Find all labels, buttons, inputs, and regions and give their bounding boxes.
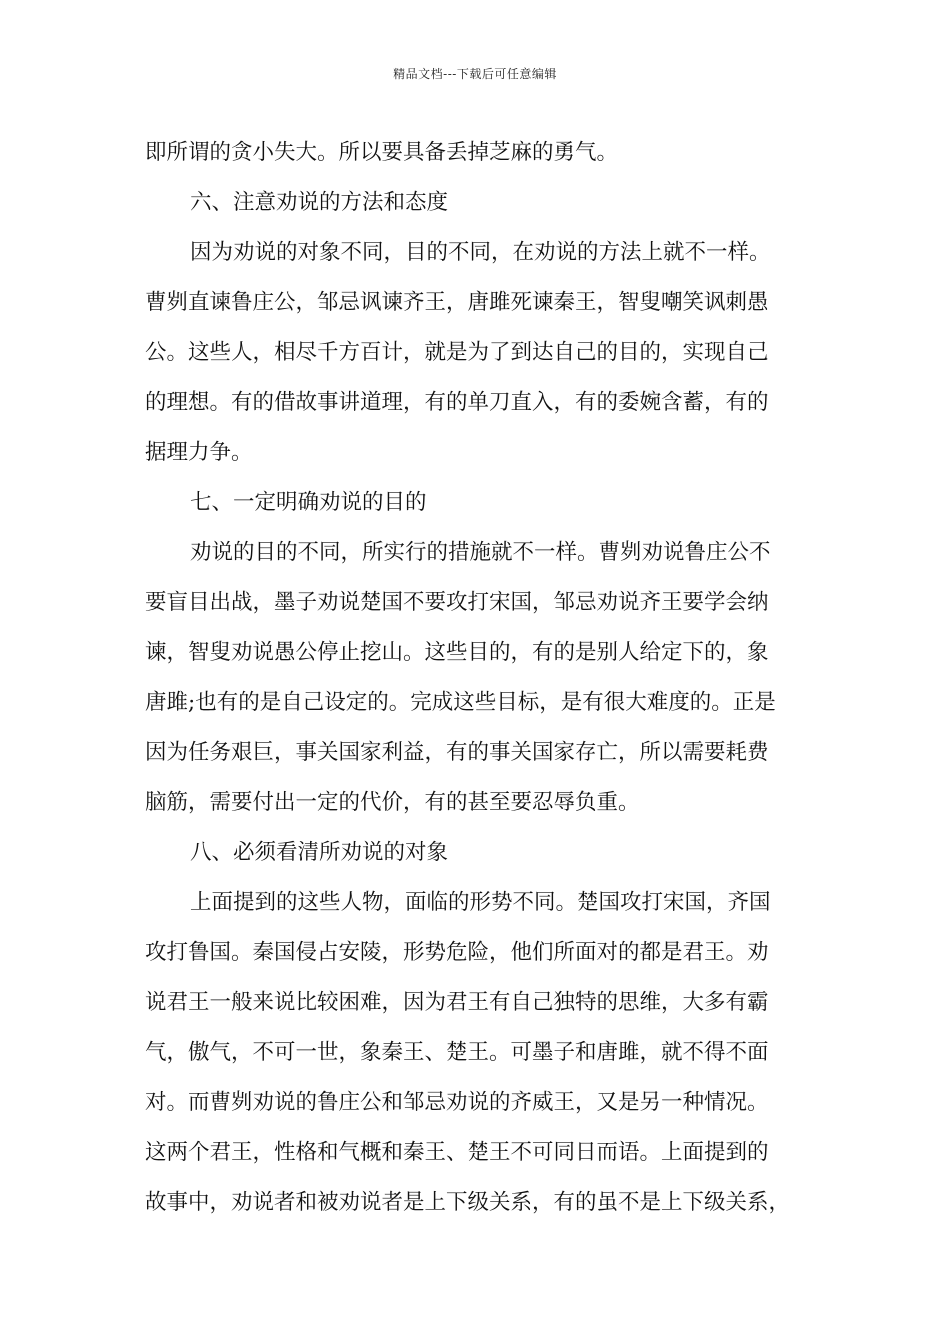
text-line: 故事中，劝说者和被劝说者是上下级关系，有的虽不是上下级关系， bbox=[145, 1190, 791, 1215]
body-text bbox=[145, 128, 805, 1228]
text-line: 脑筋，需要付出一定的代价，有的甚至要忍辱负重。 bbox=[145, 790, 640, 815]
text-line: 因为劝说的对象不同，目的不同，在劝说的方法上就不一样。 bbox=[190, 240, 771, 265]
text-line: 谏，智叟劝说愚公停止挖山。这些目的，有的是别人给定下的，象 bbox=[145, 640, 769, 665]
text-line: 要盲目出战，墨子劝说楚国不要攻打宋国，邹忌劝说齐王要学会纳 bbox=[145, 590, 769, 615]
section-heading: 八、必须看清所劝说的对象 bbox=[190, 840, 449, 865]
text-line: 攻打鲁国。秦国侵占安陵，形势危险，他们所面对的都是君王。劝 bbox=[145, 940, 769, 965]
section-heading: 六、注意劝说的方法和态度 bbox=[190, 190, 449, 215]
section-heading: 七、一定明确劝说的目的 bbox=[190, 490, 427, 515]
text-line: 据理力争。 bbox=[145, 440, 253, 465]
text-line: 的理想。有的借故事讲道理，有的单刀直入，有的委婉含蓄，有的 bbox=[145, 390, 769, 415]
text-line: 上面提到的这些人物，面临的形势不同。楚国攻打宋国，齐国 bbox=[190, 890, 771, 915]
text-line: 这两个君王，性格和气概和秦王、楚王不可同日而语。上面提到的 bbox=[145, 1140, 769, 1165]
text-line: 说君王一般来说比较困难，因为君王有自己独特的思维，大多有霸 bbox=[145, 990, 769, 1015]
text-line: 曹刿直谏鲁庄公，邹忌讽谏齐王，唐雎死谏秦王，智叟嘲笑讽刺愚 bbox=[145, 290, 769, 315]
text-line: 唐雎;也有的是自己设定的。完成这些目标，是有很大难度的。正是 bbox=[145, 690, 776, 715]
text-line: 气，傲气，不可一世，象秦王、楚王。可墨子和唐雎，就不得不面 bbox=[145, 1040, 769, 1065]
text-line: 因为任务艰巨，事关国家利益，有的事关国家存亡，所以需要耗费 bbox=[145, 740, 769, 765]
text-line: 劝说的目的不同，所实行的措施就不一样。曹刿劝说鲁庄公不 bbox=[190, 540, 771, 565]
text-line: 即所谓的贪小失大。所以要具备丢掉芝麻的勇气。 bbox=[145, 140, 619, 165]
text-line: 对。而曹刿劝说的鲁庄公和邹忌劝说的齐威王，又是另一种情况。 bbox=[145, 1090, 769, 1115]
page-header: 精品文档---下载后可任意编辑 bbox=[393, 67, 557, 81]
text-line: 公。这些人，相尽千方百计，就是为了到达自己的目的，实现自己 bbox=[145, 340, 769, 365]
